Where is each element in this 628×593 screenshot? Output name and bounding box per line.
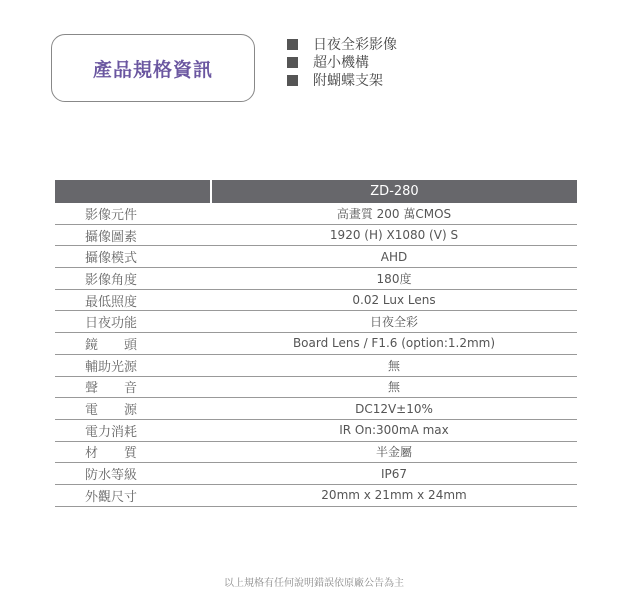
- spec-value: 1920 (H) X1080 (V) S: [211, 224, 577, 246]
- spec-value: DC12V±10%: [211, 398, 577, 420]
- spec-label: 影像角度: [55, 268, 211, 290]
- table-row: [55, 376, 577, 398]
- table-row: [55, 398, 577, 420]
- spec-label: 電 源: [55, 398, 211, 420]
- spec-table: [55, 180, 577, 507]
- spec-value: 無: [211, 354, 577, 376]
- feature-label: 附蝴蝶支架: [313, 73, 383, 89]
- disclaimer: 以上規格有任何說明錯誤依原廠公告為主: [224, 578, 404, 589]
- spec-value: Board Lens / F1.6 (option:1.2mm): [211, 333, 577, 355]
- spec-value: 高畫質 200 萬CMOS: [211, 203, 577, 224]
- spec-label: 材 質: [55, 441, 211, 463]
- page-title: 產品規格資訊: [51, 34, 255, 102]
- spec-value: 無: [211, 376, 577, 398]
- spec-value: 日夜全彩: [211, 311, 577, 333]
- feature-label: 日夜全彩影像: [313, 37, 397, 53]
- spec-label: 日夜功能: [55, 311, 211, 333]
- header-model: ZD-280: [211, 180, 577, 203]
- table-row: [55, 463, 577, 485]
- feature-label: 超小機構: [313, 55, 369, 71]
- spec-label: 影像元件: [55, 203, 211, 224]
- table-row: [55, 289, 577, 311]
- table-row: [55, 246, 577, 268]
- spec-label: 外觀尺寸: [55, 484, 211, 506]
- feature-item: [287, 53, 397, 71]
- table-row: [55, 224, 577, 246]
- spec-label: 輔助光源: [55, 354, 211, 376]
- spec-label: 最低照度: [55, 289, 211, 311]
- spec-value: 180度: [211, 268, 577, 290]
- bullet-square-icon: [287, 57, 298, 68]
- spec-value: 0.02 Lux Lens: [211, 289, 577, 311]
- spec-value: 20mm x 21mm x 24mm: [211, 484, 577, 506]
- table-header: [55, 180, 577, 203]
- feature-list: [287, 35, 397, 89]
- table-row: [55, 441, 577, 463]
- spec-value: IR On:300mA max: [211, 419, 577, 441]
- feature-item: [287, 71, 397, 89]
- table-row: [55, 484, 577, 506]
- spec-label: 攝像模式: [55, 246, 211, 268]
- bullet-square-icon: [287, 39, 298, 50]
- spec-label: 電力消耗: [55, 419, 211, 441]
- spec-label: 鏡 頭: [55, 333, 211, 355]
- table-row: [55, 419, 577, 441]
- spec-label: 攝像圖素: [55, 224, 211, 246]
- spec-value: IP67: [211, 463, 577, 485]
- table-row: [55, 203, 577, 224]
- bullet-square-icon: [287, 75, 298, 86]
- table-row: [55, 333, 577, 355]
- spec-label: 防水等級: [55, 463, 211, 485]
- header-spec: [55, 180, 211, 203]
- spec-value: 半金屬: [211, 441, 577, 463]
- feature-item: [287, 35, 397, 53]
- table-row: [55, 268, 577, 290]
- table-row: [55, 311, 577, 333]
- spec-value: AHD: [211, 246, 577, 268]
- spec-label: 聲 音: [55, 376, 211, 398]
- table-row: [55, 354, 577, 376]
